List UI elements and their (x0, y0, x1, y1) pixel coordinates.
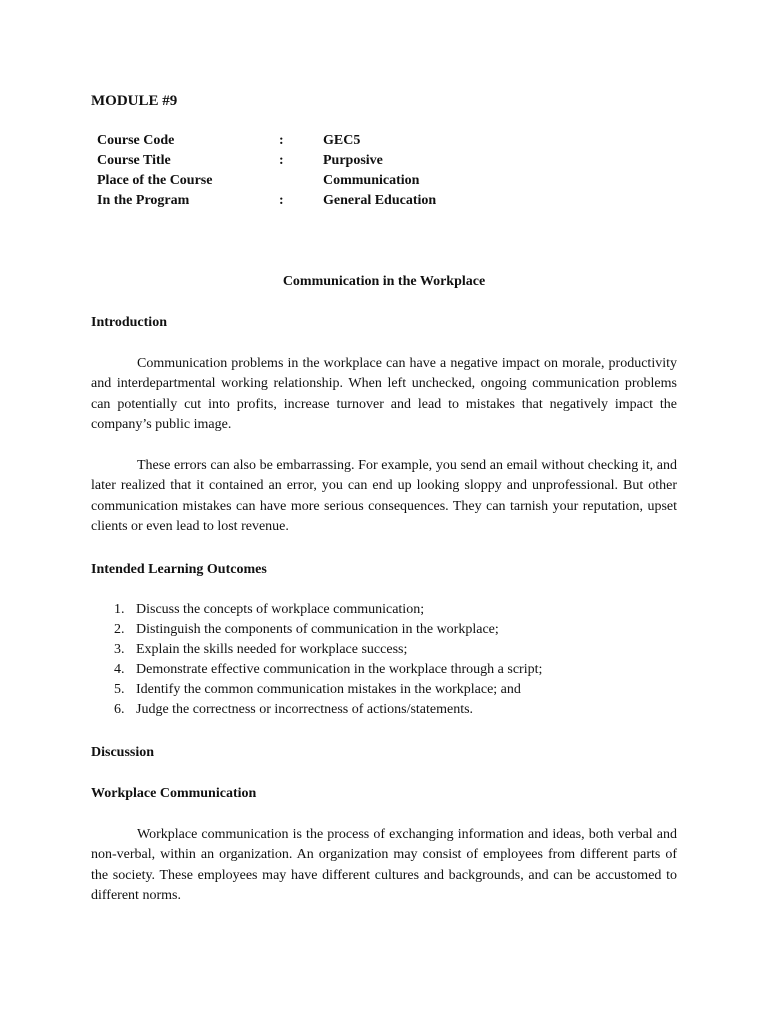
list-item (114, 600, 542, 620)
list-item-text: Explain the skills needed for workplace success; (136, 642, 408, 657)
list-item-text: Discuss the concepts of workplace communication; (136, 602, 425, 617)
discussion-subheading: Workplace Communication (91, 786, 257, 801)
list-item (114, 620, 542, 640)
list-item-number: 1. (114, 602, 125, 617)
discussion-heading: Discussion (91, 745, 155, 760)
list-item (114, 640, 542, 660)
list-item-number: 6. (114, 702, 125, 717)
course-info-label: Course Code (97, 133, 175, 148)
course-info-label: Place of the Course (97, 173, 213, 188)
list-item (114, 660, 542, 680)
list-item-text: Distinguish the components of communication in the workplace; (136, 622, 499, 637)
list-item-number: 3. (114, 642, 125, 657)
list-item-text: Identify the common communication mistakes in the workplace; and (136, 682, 521, 697)
module-title: MODULE #9 (91, 93, 178, 109)
introduction-paragraph: Communication problems in the workplace can have a negative impact on morale, productivity and interdepartmental working relationship. When left unchecked, ongoing communication problems can potentially cut into profits, increase turnover and lead to mistakes that negatively impact the company’s public image. (91, 356, 677, 432)
list-item-number: 4. (114, 662, 125, 677)
list-item-text: Demonstrate effective communication in the workplace through a script; (136, 662, 543, 677)
course-info-value: General Education (323, 193, 437, 208)
list-item-number: 2. (114, 622, 125, 637)
outcomes-heading: Intended Learning Outcomes (91, 562, 267, 577)
course-info-label: Course Title (97, 153, 171, 168)
course-info-value: Purposive (323, 153, 383, 168)
outcomes-list (114, 600, 542, 720)
course-info-label: In the Program (97, 193, 190, 208)
course-info-colon: : (279, 153, 284, 168)
list-item (114, 700, 542, 720)
list-item-number: 5. (114, 682, 125, 697)
introduction-paragraph: These errors can also be embarrassing. For example, you send an email without checking it, and later realized that it contained an error, you can end up looking sloppy and unprofessional. But other communication mistakes can have more serious consequences. They can tarnish your reputation, upset clients or even lead to lost revenue. (91, 458, 677, 534)
course-info-colon: : (279, 193, 284, 208)
discussion-paragraph: Workplace communication is the process of exchanging information and ideas, both verbal and non-verbal, within an organization. An organization may consist of employees from different parts of the society. These employees may have different cultures and backgrounds, and can be accustomed to different norms. (91, 827, 677, 903)
list-item (114, 680, 542, 700)
course-info-colon: : (279, 133, 284, 148)
course-info-value: Communication (323, 173, 420, 188)
course-info-value: GEC5 (323, 133, 361, 148)
introduction-heading: Introduction (91, 315, 167, 330)
list-item-text: Judge the correctness or incorrectness of actions/statements. (136, 702, 474, 717)
document-title: Communication in the Workplace (282, 274, 486, 289)
